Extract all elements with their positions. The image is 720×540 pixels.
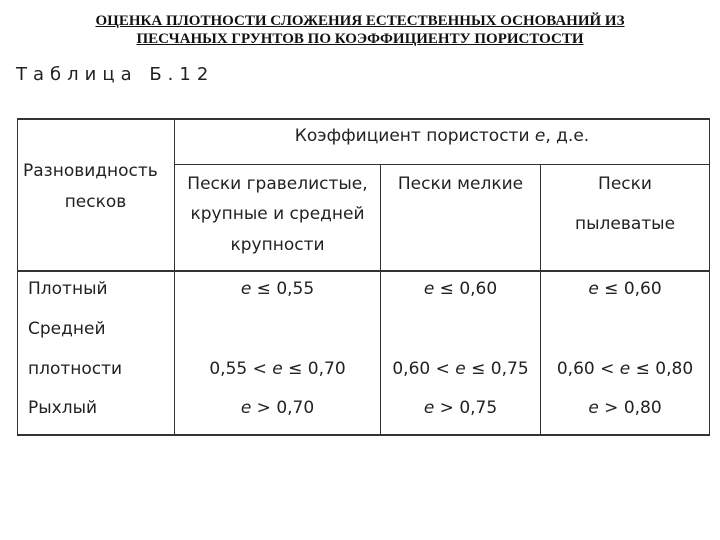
col-header-3-line-2: пылеватые	[574, 214, 676, 234]
row-header-line-2: песков	[64, 192, 127, 212]
table-caption: Таблица Б.12	[16, 64, 215, 85]
value-dense-col3: e ≤ 0,60	[588, 279, 662, 299]
value-medium-col2: 0,60 < e ≤ 0,75	[392, 359, 529, 379]
table-border-bottom	[17, 434, 710, 436]
row-label-loose: Рыхлый	[28, 398, 98, 418]
value-dense-col1: e ≤ 0,55	[240, 279, 315, 299]
title-line-1: ОЦЕНКА ПЛОТНОСТИ СЛОЖЕНИЯ ЕСТЕСТВЕННЫХ ОСНОВАНИЙ ИЗ	[95, 13, 625, 29]
value-medium-col1: 0,55 < e ≤ 0,70	[209, 359, 346, 379]
col-header-1-line-3: крупности	[230, 235, 325, 255]
value-loose-col1: e > 0,70	[240, 398, 315, 418]
table-col-line-3	[540, 164, 541, 436]
row-header-line-1: Разновидность	[23, 161, 158, 181]
table-col-line-2	[380, 164, 381, 436]
value-loose-col2: e > 0,75	[423, 398, 498, 418]
col-header-1-line-1: Пески гравелистые,	[187, 174, 368, 194]
col-header-3-line-1: Пески	[598, 174, 652, 194]
table-border-right	[709, 118, 710, 436]
col-header-1-line-2: крупные и средней	[190, 204, 365, 224]
table-line-header	[17, 270, 710, 272]
table-border-top	[17, 118, 710, 120]
value-dense-col2: e ≤ 0,60	[423, 279, 498, 299]
table-line-group	[174, 164, 710, 165]
title-line-2: ПЕСЧАНЫХ ГРУНТОВ ПО КОЭФФИЦИЕНТУ ПОРИСТОСТИ	[136, 31, 584, 47]
value-loose-col3: e > 0,80	[588, 398, 662, 418]
table-border-left	[17, 118, 18, 436]
row-label-medium-line-1: Средней	[28, 319, 106, 339]
value-medium-col3: 0,60 < e ≤ 0,80	[556, 359, 694, 379]
table-col-line-1	[174, 118, 175, 436]
row-label-medium-line-2: плотности	[28, 359, 123, 379]
group-header: Коэффициент пористости e, д.е.	[294, 126, 590, 146]
row-label-dense: Плотный	[28, 279, 108, 299]
col-header-2: Пески мелкие	[397, 174, 524, 194]
